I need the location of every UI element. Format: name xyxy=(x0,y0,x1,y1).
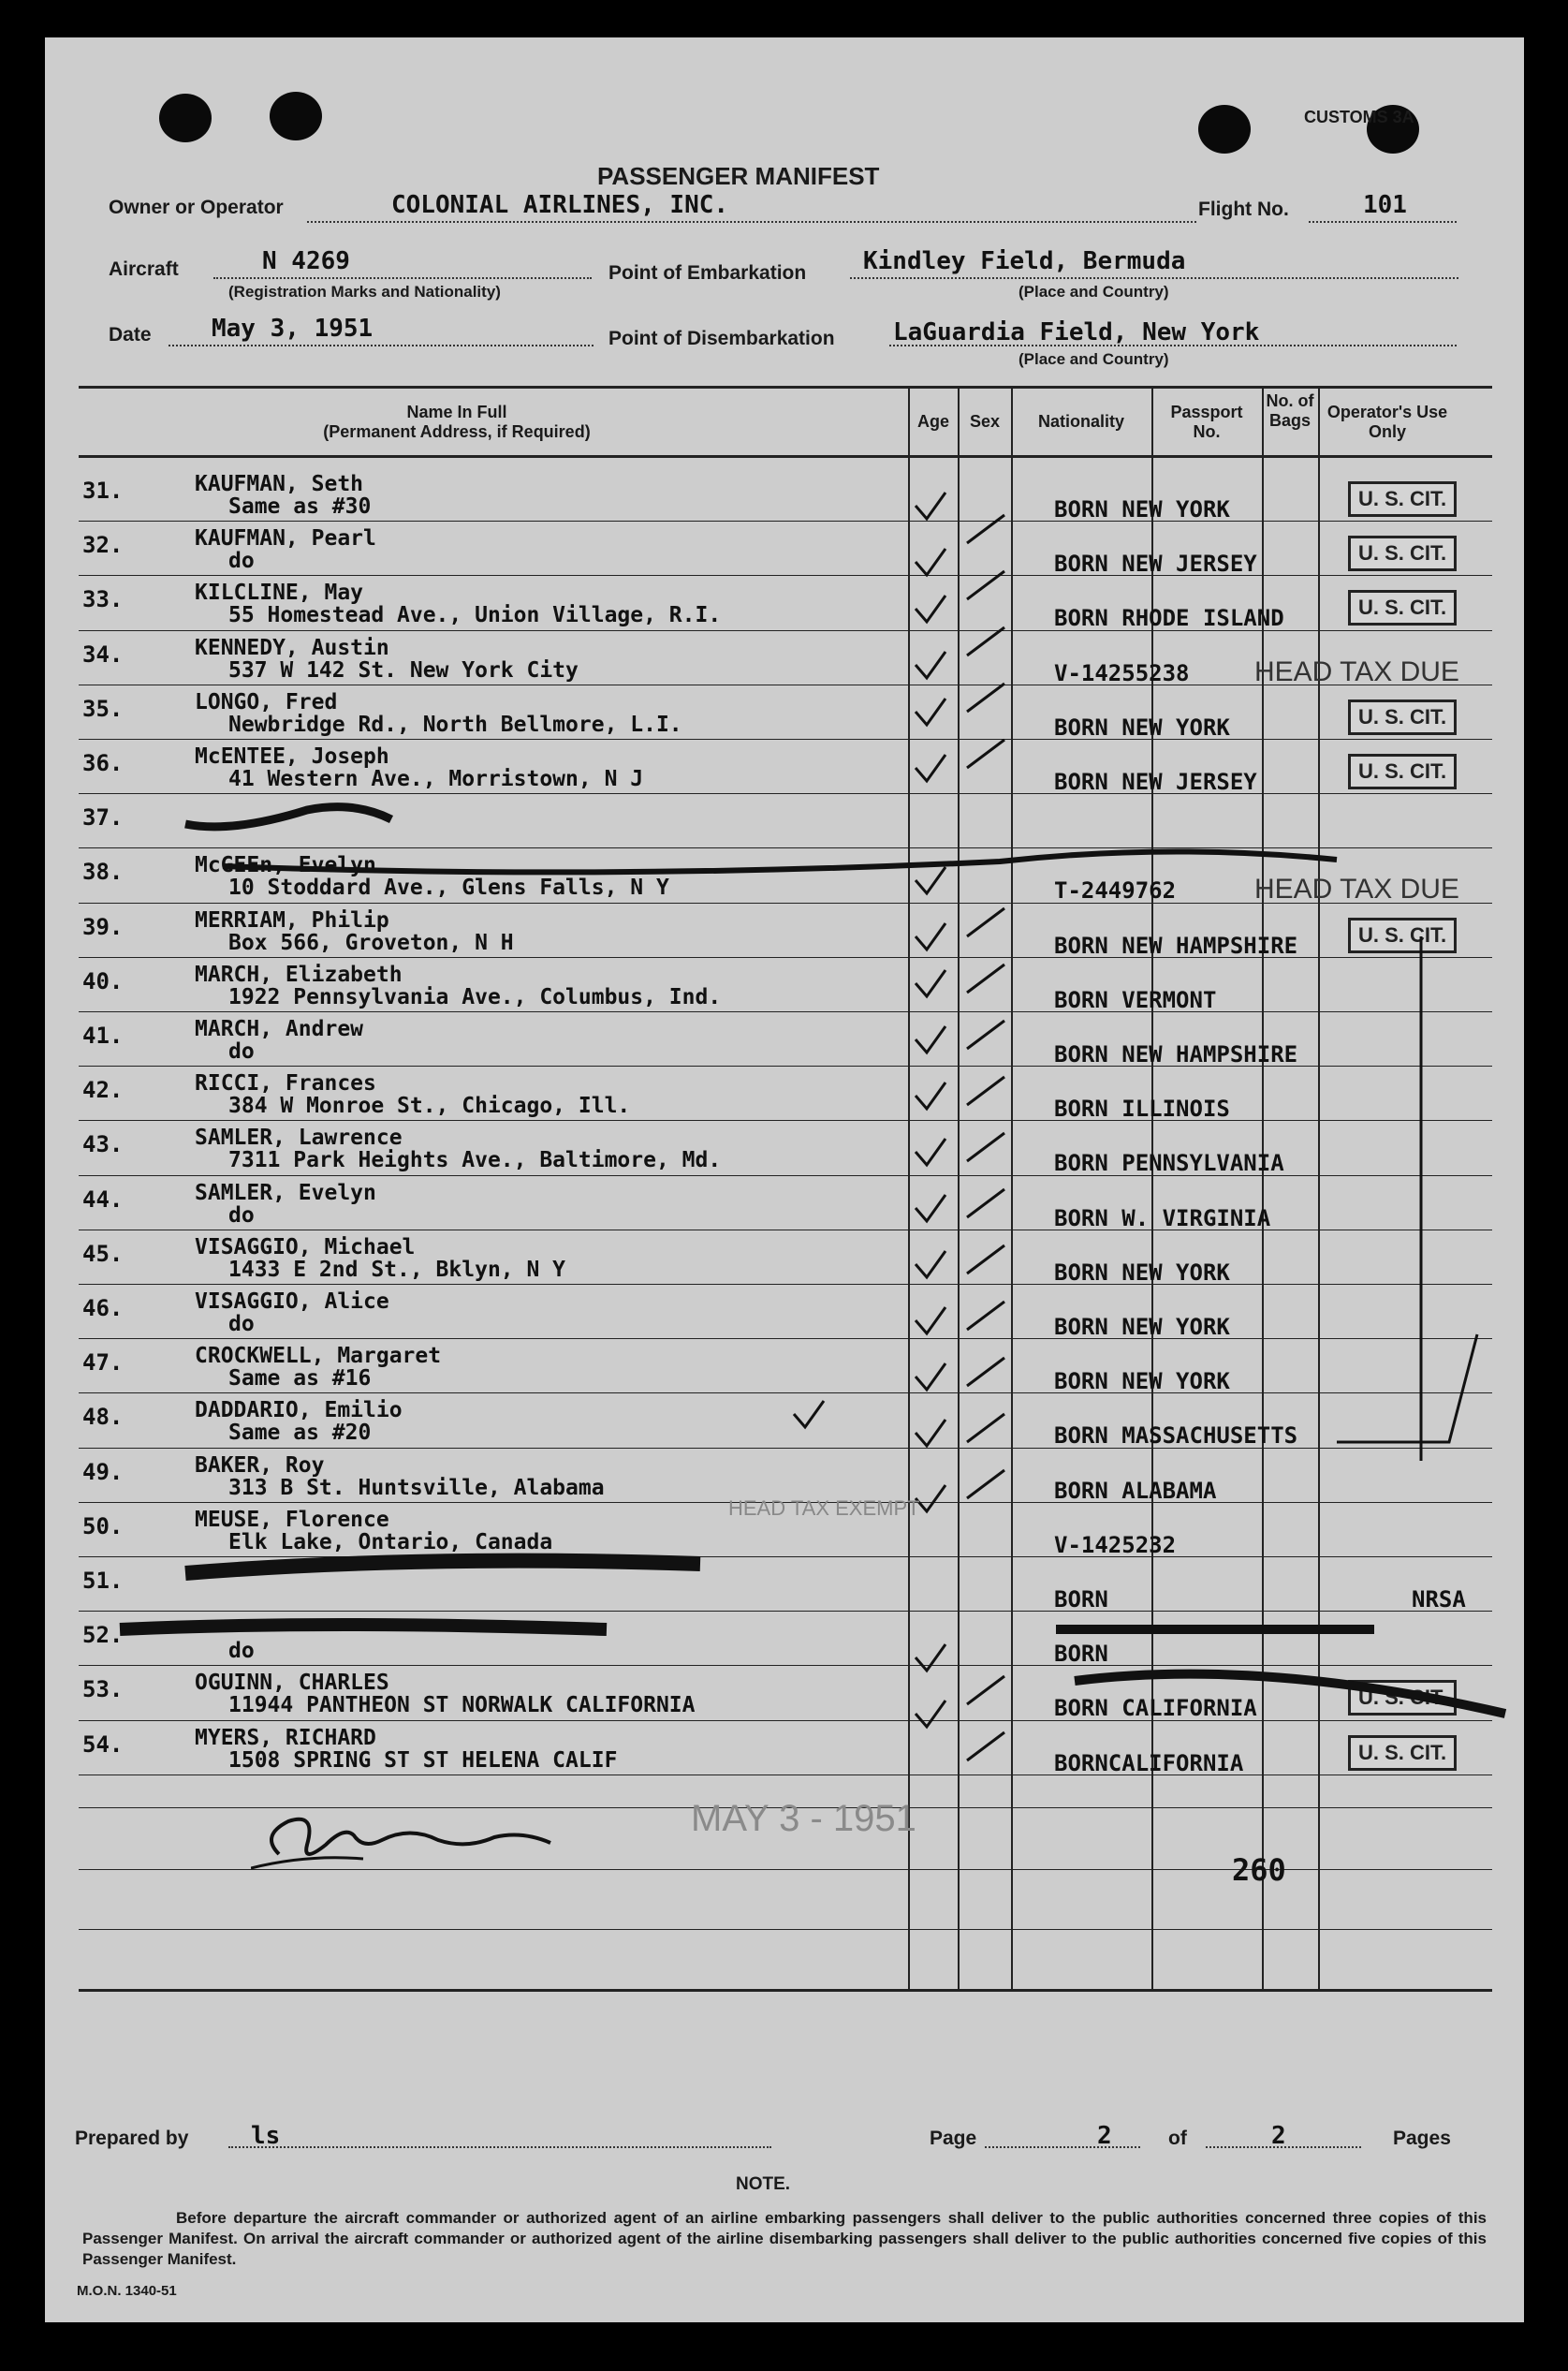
disembark-sublabel: (Place and Country) xyxy=(1018,350,1169,368)
row-number: 44. xyxy=(82,1186,124,1213)
passenger-address: 11944 PANTHEON ST NORWALK CALIFORNIA xyxy=(228,1693,696,1718)
passenger-address: 1922 Pennsylvania Ave., Columbus, Ind. xyxy=(228,984,722,1009)
passenger-name: MEUSE, Florence xyxy=(195,1507,389,1532)
nrsa-note: NRSA xyxy=(1412,1586,1466,1613)
us-citizen-stamp: U. S. CIT. xyxy=(1348,481,1457,517)
passenger-name: VISAGGIO, Alice xyxy=(195,1289,389,1314)
passenger-nationality: BORNCALIFORNIA xyxy=(1054,1749,1244,1776)
passenger-name: MARCH, Elizabeth xyxy=(195,962,403,987)
us-citizen-stamp: U. S. CIT. xyxy=(1348,754,1457,789)
embark-sublabel: (Place and Country) xyxy=(1018,283,1169,301)
us-citizen-stamp: U. S. CIT. xyxy=(1348,918,1457,953)
passenger-address: 1433 E 2nd St., Bklyn, N Y xyxy=(228,1257,566,1282)
col-passport-header: Passport No. xyxy=(1170,403,1243,441)
passenger-nationality: BORN NEW YORK xyxy=(1054,496,1230,523)
passenger-address: 313 B St. Huntsville, Alabama xyxy=(228,1475,605,1500)
passenger-nationality: BORN NEW HAMPSHIRE xyxy=(1054,1041,1298,1068)
passenger-nationality: BORN RHODE ISLAND xyxy=(1054,605,1284,632)
passenger-address: Same as #20 xyxy=(228,1421,372,1446)
owner-value: COLONIAL AIRLINES, INC. xyxy=(391,191,729,219)
passenger-nationality: BORN PENNSYLVANIA xyxy=(1054,1150,1284,1177)
row-number: 51. xyxy=(82,1568,124,1594)
passenger-nationality: V-14255238 xyxy=(1054,659,1190,686)
us-citizen-stamp: U. S. CIT. xyxy=(1348,1680,1457,1716)
passenger-name: KENNEDY, Austin xyxy=(195,635,389,660)
passenger-address: do xyxy=(228,1639,255,1664)
passenger-address: Box 566, Groveton, N H xyxy=(228,930,514,955)
passenger-name: KILCLINE, May xyxy=(195,581,364,606)
signature xyxy=(251,1798,625,1882)
passenger-address: 55 Homestead Ave., Union Village, R.I. xyxy=(228,603,722,628)
passenger-name: VISAGGIO, Michael xyxy=(195,1234,416,1259)
pages-label: Pages xyxy=(1393,2128,1451,2149)
passenger-name: MYERS, RICHARD xyxy=(195,1725,376,1750)
row-number: 41. xyxy=(82,1023,124,1049)
aircraft-label: Aircraft xyxy=(109,258,179,280)
row-number: 31. xyxy=(82,478,124,504)
row-number: 43. xyxy=(82,1131,124,1158)
passenger-name: KAUFMAN, Seth xyxy=(195,472,364,496)
form-number: CUSTOMS 3A xyxy=(1304,108,1414,126)
page-value: 2 xyxy=(1097,2122,1112,2150)
passenger-name: LONGO, Fred xyxy=(195,689,338,714)
col-bags-header: No. of Bags xyxy=(1266,391,1314,430)
passenger-name: CROCKWELL, Margaret xyxy=(195,1344,442,1369)
form-code: M.O.N. 1340-51 xyxy=(77,2283,177,2299)
row-number: 49. xyxy=(82,1458,124,1485)
passenger-address: do xyxy=(228,1039,255,1064)
row-number: 54. xyxy=(82,1730,124,1758)
of-label: of xyxy=(1168,2128,1187,2149)
passenger-address: do xyxy=(228,549,255,574)
passenger-name: DADDARIO, Emilio xyxy=(195,1398,403,1423)
passenger-address: Same as #30 xyxy=(228,494,372,519)
prepared-value: ls xyxy=(251,2122,281,2150)
row-number: 48. xyxy=(82,1404,124,1431)
passenger-address: 537 W 142 St. New York City xyxy=(228,657,579,683)
passenger-nationality: BORN ALABAMA xyxy=(1054,1477,1217,1504)
row-number: 40. xyxy=(82,967,124,994)
passenger-nationality: BORN NEW YORK xyxy=(1054,1368,1230,1395)
row-number: 37. xyxy=(82,804,124,832)
row-number: 52. xyxy=(82,1622,124,1649)
page-title: PASSENGER MANIFEST xyxy=(597,162,880,190)
head-tax-exempt-stamp: HEAD TAX EXEMPT xyxy=(728,1496,920,1520)
col-name-header: Name In Full xyxy=(406,403,507,421)
row-number: 42. xyxy=(82,1077,124,1104)
manifest-page xyxy=(45,37,1524,2322)
passenger-nationality: BORN CALIFORNIA xyxy=(1054,1695,1257,1722)
passenger-nationality: BORN VERMONT xyxy=(1054,986,1217,1013)
passenger-name: RICCI, Frances xyxy=(195,1071,376,1097)
passenger-nationality: BORN NEW HAMPSHIRE xyxy=(1054,932,1298,959)
passenger-nationality: V-1425232 xyxy=(1054,1531,1177,1558)
head-tax-due-stamp: HEAD TAX DUE xyxy=(1254,874,1459,906)
aircraft-sublabel: (Registration Marks and Nationality) xyxy=(228,283,501,301)
passenger-nationality: BORN ILLINOIS xyxy=(1054,1096,1230,1123)
flight-value: 101 xyxy=(1363,191,1407,219)
passenger-name: OGUINN, CHARLES xyxy=(195,1671,389,1696)
owner-label: Owner or Operator xyxy=(109,197,284,218)
passenger-nationality: BORN W. VIRGINIA xyxy=(1054,1204,1271,1231)
us-citizen-stamp: U. S. CIT. xyxy=(1348,700,1457,735)
total-number: 260 xyxy=(1232,1852,1286,1888)
col-sex-header: Sex xyxy=(969,412,1001,431)
row-number: 35. xyxy=(82,695,124,722)
passenger-name: BAKER, Roy xyxy=(195,1452,325,1478)
passenger-address: Same as #16 xyxy=(228,1366,372,1392)
passenger-name: SAMLER, Evelyn xyxy=(195,1180,376,1205)
head-tax-due-stamp: HEAD TAX DUE xyxy=(1254,655,1459,687)
row-number: 50. xyxy=(82,1512,124,1539)
row-number: 47. xyxy=(82,1349,124,1377)
passenger-nationality: BORN NEW YORK xyxy=(1054,1259,1230,1286)
passenger-name: McGEEn, Evelyn xyxy=(195,853,376,878)
note-title: NOTE. xyxy=(736,2174,791,2194)
aircraft-value: N 4269 xyxy=(262,247,350,275)
prepared-label: Prepared by xyxy=(75,2128,189,2149)
passenger-name: KAUFMAN, Pearl xyxy=(195,526,376,552)
passenger-address: do xyxy=(228,1312,255,1336)
passenger-nationality: BORN NEW YORK xyxy=(1054,1314,1230,1340)
passenger-name: SAMLER, Lawrence xyxy=(195,1126,403,1151)
row-number: 38. xyxy=(82,859,124,886)
us-citizen-stamp: U. S. CIT. xyxy=(1348,536,1457,571)
passenger-nationality: BORN NEW JERSEY xyxy=(1054,769,1257,795)
row-number: 34. xyxy=(82,641,124,668)
check-marks xyxy=(45,37,1524,1910)
disembark-label: Point of Disembarkation xyxy=(608,328,835,349)
col-operator-header: Operator's Use Only xyxy=(1326,403,1448,441)
row-number: 33. xyxy=(82,586,124,613)
passenger-name: MERRIAM, Philip xyxy=(195,907,389,933)
passenger-address: 384 W Monroe St., Chicago, Ill. xyxy=(228,1094,631,1119)
embark-label: Point of Embarkation xyxy=(608,262,807,284)
passenger-name: MARCH, Andrew xyxy=(195,1017,364,1041)
row-number: 46. xyxy=(82,1295,124,1321)
page-label: Page xyxy=(930,2128,977,2149)
passenger-address: 7311 Park Heights Ave., Baltimore, Md. xyxy=(228,1148,722,1173)
date-received-stamp: MAY 3 - 1951 xyxy=(691,1798,916,1839)
passenger-nationality: BORN NEW YORK xyxy=(1054,714,1230,741)
passenger-nationality: BORN MASSACHUSETTS xyxy=(1054,1422,1298,1450)
passenger-address: Newbridge Rd., North Bellmore, L.I. xyxy=(228,712,682,737)
note-text: Before departure the aircraft commander or authorized agent of an airline embarking passengers shall deliver to the public authorities concerned three copies of this Passenger Manifest. On arrival the aircraft commander or authorized agent of the airline disembarking passengers shall deliver to the public authorities concerned five copies of this Passenger Manifest. xyxy=(82,2209,1487,2268)
date-label: Date xyxy=(109,324,152,346)
row-number: 39. xyxy=(82,913,124,940)
row-number: 53. xyxy=(82,1676,124,1703)
row-number: 36. xyxy=(82,750,124,776)
date-value: May 3, 1951 xyxy=(212,315,374,343)
passenger-address: 41 Western Ave., Morristown, N J xyxy=(228,767,644,791)
disembark-value: LaGuardia Field, New York xyxy=(893,318,1260,346)
row-number: 45. xyxy=(82,1240,124,1267)
passenger-address: do xyxy=(228,1202,255,1228)
passenger-nationality: BORN xyxy=(1054,1586,1108,1613)
col-age-header: Age xyxy=(916,412,949,431)
passenger-name: McENTEE, Joseph xyxy=(195,744,389,769)
passenger-address: Elk Lake, Ontario, Canada xyxy=(228,1529,553,1554)
passenger-nationality: BORN xyxy=(1054,1641,1108,1668)
col-name-subheader: (Permanent Address, if Required) xyxy=(323,422,591,441)
of-value: 2 xyxy=(1271,2122,1286,2150)
flight-label: Flight No. xyxy=(1198,199,1289,220)
row-number: 32. xyxy=(82,532,124,559)
us-citizen-stamp: U. S. CIT. xyxy=(1348,590,1457,626)
passenger-address: 10 Stoddard Ave., Glens Falls, N Y xyxy=(228,876,669,901)
col-nationality-header: Nationality xyxy=(1037,412,1124,431)
passenger-address: 1508 SPRING ST ST HELENA CALIF xyxy=(228,1747,618,1773)
passenger-nationality: BORN NEW JERSEY xyxy=(1054,551,1257,578)
passenger-nationality: T-2449762 xyxy=(1054,877,1177,905)
us-citizen-stamp: U. S. CIT. xyxy=(1348,1735,1457,1771)
embark-value: Kindley Field, Bermuda xyxy=(863,247,1186,275)
